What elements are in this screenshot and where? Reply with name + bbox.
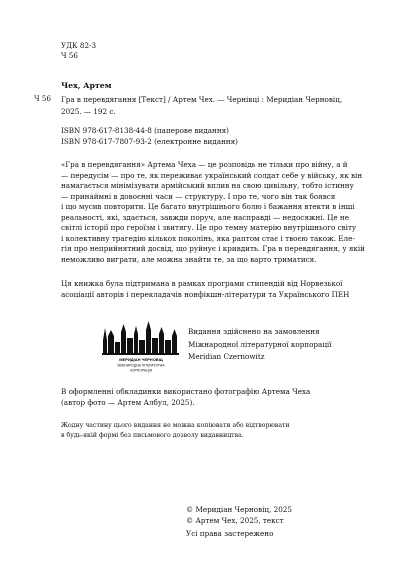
annotation-line: — передусім — про те, як переживає український солдат себе у війську, як він	[61, 170, 363, 180]
isbn-print: ISBN 978-617-8138-44-8 (паперове видання)	[61, 126, 229, 135]
catalog-entry	[61, 94, 361, 117]
isbn-ebook: ISBN 978-617-7807-93-2 (електронне видання)	[61, 136, 238, 146]
logo-text-line3: КОРПОРАЦІЯ	[129, 368, 153, 373]
annotation-line: реальності, які, здається, завжди поруч, але насправді — недосяжні. Це не	[61, 212, 349, 222]
author-mark: Ч 56	[34, 94, 51, 103]
support-note	[61, 279, 359, 300]
rights-reserved: Усі права застережено	[186, 529, 274, 538]
author-mark-top: Ч 56	[61, 51, 78, 60]
annotation-line: намагається мінімізувати армійський вплив на свою цивільну, тобто істинну	[61, 181, 354, 190]
annotation-line: «Гра в перевдягання» Артема Чеха — це розповідь не тільки про війну, а й	[61, 160, 348, 169]
logo-text-line2: МІЖНАРОДНА ЛІТЕРАТУРНА	[117, 363, 165, 368]
catalog-line: Гра в перевдягання [Текст] / Артем Чех. — Чернівці : Меридіан Черновіц,	[61, 95, 343, 104]
catalog-line: 2025. — 192 с.	[61, 106, 116, 116]
publisher-line: Міжнародної літературної корпорації	[188, 339, 332, 349]
photo-credit-line: (автор фото — Артем Албул, 2025).	[61, 397, 195, 407]
annotation-line: і що мусив повторити. Це багато внутрішнього болю і бажання втекти в інші	[61, 202, 355, 211]
copyright-publisher: © Меридіан Черновіц, 2025	[186, 505, 292, 514]
udk-code: УДК 82-3	[61, 41, 97, 50]
copyright-warning-line: в будь-якій формі без письмового дозволу видавництва.	[61, 431, 244, 439]
isbn-block	[61, 126, 238, 147]
annotation-line: неможливо виграти, але можна знайти те, за що варто триматися.	[61, 254, 317, 264]
author-heading: Чех, Артем	[61, 81, 112, 90]
annotation	[61, 160, 365, 265]
publisher-line: Видання здійснено на замовлення	[188, 327, 320, 336]
copyright-block	[186, 505, 292, 526]
udk-block	[61, 41, 96, 61]
annotation-line: і колективну трагедію кількох поколінь, яка раптом стає і твоєю також. Еле-	[61, 233, 355, 243]
annotation-line: світлі історії про героїзм і звитягу. Це про темну матерію внутрішнього світу	[61, 223, 357, 232]
logo-text-line1: МЕРИДІАН ЧЕРНОВІЦ	[119, 357, 163, 362]
support-line: Ця книжка була підтримана в рамках програми стипендій від Норвезької	[61, 279, 343, 288]
publisher-note	[188, 326, 332, 364]
copyright-warning-line: Жодну частину цього видання не можна копіювати або відтворювати	[61, 422, 290, 429]
meridian-czernowitz-logo	[101, 318, 181, 374]
publisher-line: Meridian Czernowitz	[188, 352, 265, 361]
annotation-line: — принаймні в довоєнні часи — структуру. І про те, чого він так боявся	[61, 191, 336, 201]
city-skyline-icon	[102, 321, 179, 355]
photo-credit	[61, 387, 361, 408]
copyright-author: © Артем Чех, 2025, текст	[186, 515, 284, 525]
photo-credit-line: В оформленні обкладинки використано фотографію Артема Чеха	[61, 387, 311, 396]
support-line: асоціації авторів і перекладачів нонфікшн-літератури та Українського ПЕН	[61, 289, 350, 299]
copyright-warning	[61, 421, 361, 440]
annotation-line: гія про неприйнятний досвід, що руйнує і кривдить. Гра в перевдягання, у якій	[61, 244, 365, 253]
